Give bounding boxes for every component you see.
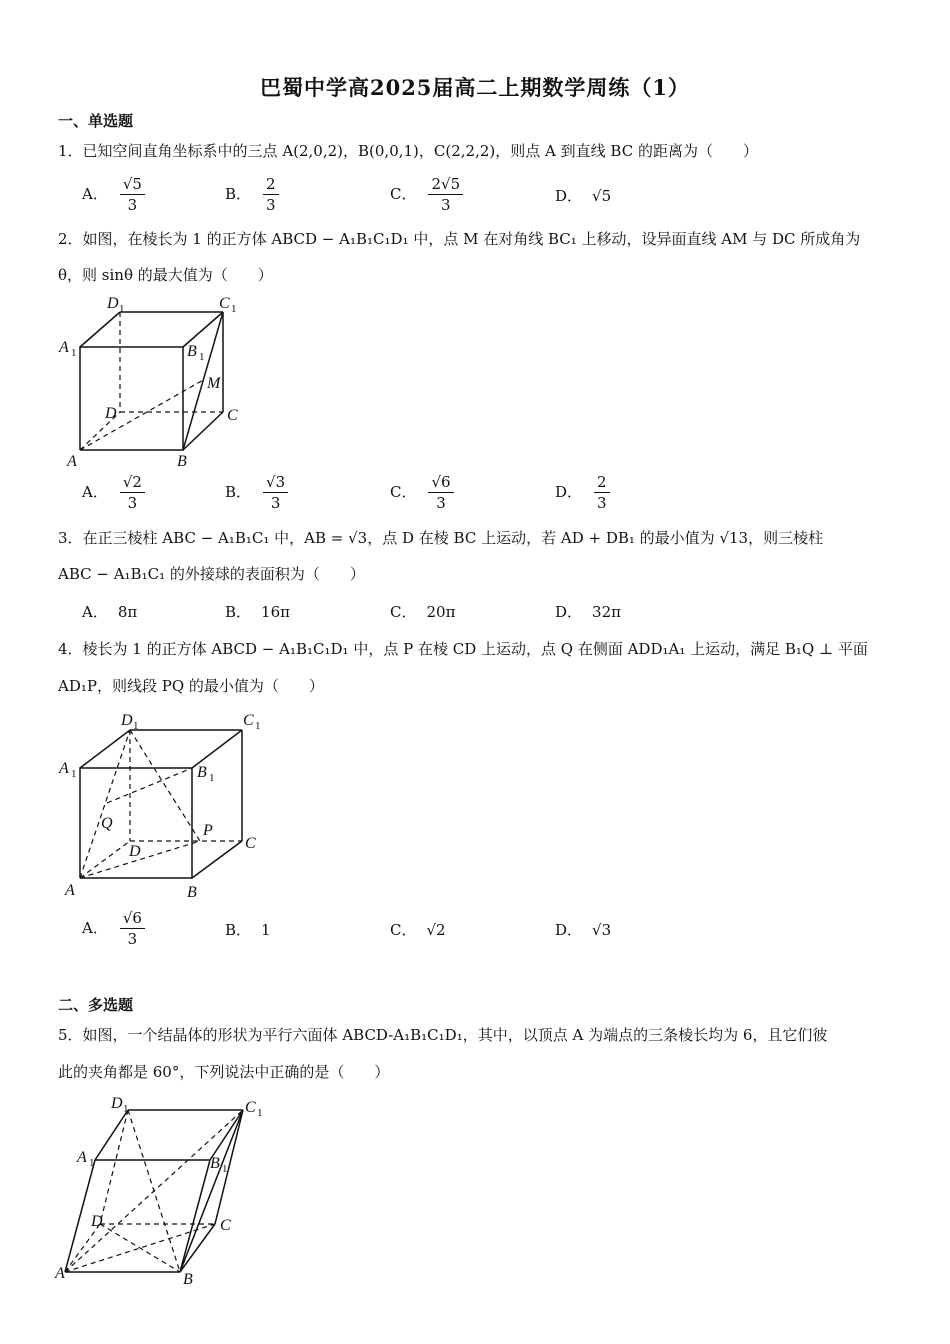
svg-text:1: 1 xyxy=(231,303,237,315)
q3-option-c[interactable]: C． 20π xyxy=(390,603,456,621)
svg-text:1: 1 xyxy=(255,720,261,732)
question-4-line2: AD₁P，则线段 PQ 的最小值为（ ） xyxy=(58,677,324,695)
svg-text:1: 1 xyxy=(222,1163,228,1175)
question-4-line1: 4．棱长为 1 的正方体 ABCD − A₁B₁C₁D₁ 中，点 P 在棱 CD 上运动，点 Q 在侧面 ADD₁A₁ 上运动，满足 B₁Q ⊥ 平面 xyxy=(58,640,868,658)
label-q: Q xyxy=(101,815,113,832)
page-title: 巴蜀中学高2025届高二上期数学周练（1） xyxy=(259,75,691,100)
q2-option-d[interactable]: D． $\frac{2}{3}$ xyxy=(555,472,612,513)
label-a1: A xyxy=(59,760,69,777)
question-2-line2: θ，则 sinθ 的最大值为（ ） xyxy=(58,266,273,284)
question-1-text: 1．已知空间直角坐标系中的三点 A(2,0,2)，B(0,0,1)，C(2,2,2)，则点 A 到直线 BC 的距离为（ ） xyxy=(58,142,758,160)
label-d1: D xyxy=(107,295,119,312)
q3-option-d[interactable]: D． 32π xyxy=(555,603,621,621)
q4-cube-figure xyxy=(55,703,275,903)
svg-text:1: 1 xyxy=(89,1157,95,1169)
svg-text:1: 1 xyxy=(209,772,215,784)
q3-option-b[interactable]: B． 16π xyxy=(225,603,290,621)
q3-option-a[interactable]: A． 8π xyxy=(82,603,138,621)
label-b: B xyxy=(177,453,187,470)
svg-text:1: 1 xyxy=(71,347,77,359)
q1-option-d[interactable]: D． √5 xyxy=(555,187,612,205)
question-3-line1: 3．在正三棱柱 ABC − A₁B₁C₁ 中，AB = √3，点 D 在棱 BC 上运动，若 AD + DB₁ 的最小值为 √13，则三棱柱 xyxy=(58,529,824,547)
label-m: M xyxy=(207,375,221,392)
svg-text:1: 1 xyxy=(71,768,77,780)
label-b: B xyxy=(183,1271,193,1288)
label-d: D xyxy=(91,1213,103,1230)
label-d: D xyxy=(129,843,141,860)
label-d1: D xyxy=(121,712,133,729)
question-2-line1: 2．如图，在棱长为 1 的正方体 ABCD − A₁B₁C₁D₁ 中，点 M 在对角线 BC₁ 上移动，设异面直线 AM 与 DC 所成角为 xyxy=(58,230,861,248)
svg-text:1: 1 xyxy=(199,351,205,363)
label-a: A xyxy=(65,882,75,899)
q4-option-a[interactable]: A． $\frac{√6}{3}$ xyxy=(82,908,147,949)
q2-option-a[interactable]: A． $\frac{√2}{3}$ xyxy=(82,472,147,513)
label-c1: C xyxy=(219,295,230,312)
q5-parallelepiped-figure xyxy=(55,1092,285,1292)
question-3-line2: ABC − A₁B₁C₁ 的外接球的表面积为（ ） xyxy=(58,565,365,583)
label-a1: A xyxy=(59,339,69,356)
label-c1: C xyxy=(245,1099,256,1116)
label-c: C xyxy=(245,835,256,852)
q1-option-c[interactable]: C． $\frac{2√5}{3}$ xyxy=(390,174,465,215)
svg-text:1: 1 xyxy=(123,1103,129,1115)
label-p: P xyxy=(203,822,213,839)
q1-option-b[interactable]: B． $\frac{2}{3}$ xyxy=(225,174,281,215)
q4-option-d[interactable]: D． √3 xyxy=(555,921,612,939)
svg-text:1: 1 xyxy=(257,1107,263,1119)
svg-text:1: 1 xyxy=(119,303,125,315)
label-c: C xyxy=(227,407,238,424)
q2-option-c[interactable]: C． $\frac{√6}{3}$ xyxy=(390,472,456,513)
q2-option-b[interactable]: B． $\frac{√3}{3}$ xyxy=(225,472,290,513)
question-5-line2: 此的夹角都是 60°，下列说法中正确的是（ ） xyxy=(58,1063,390,1081)
question-5-line1: 5．如图，一个结晶体的形状为平行六面体 ABCD-A₁B₁C₁D₁，其中，以顶点 A 为端点的三条棱长均为 6，且它们彼 xyxy=(58,1026,828,1044)
label-d: D xyxy=(105,405,117,422)
q4-option-b[interactable]: B． 1 xyxy=(225,921,271,939)
label-a: A xyxy=(55,1265,65,1282)
label-c: C xyxy=(220,1217,231,1234)
label-b1: B xyxy=(210,1155,220,1172)
label-a: A xyxy=(67,453,77,470)
section-heading-single: 一、单选题 xyxy=(58,112,134,130)
label-c1: C xyxy=(243,712,254,729)
label-b1: B xyxy=(187,343,197,360)
section-heading-multi: 二、多选题 xyxy=(58,996,134,1014)
q4-option-c[interactable]: C． √2 xyxy=(390,921,446,939)
svg-text:1: 1 xyxy=(133,720,139,732)
q1-option-a[interactable]: A． $\frac{√5}{3}$ xyxy=(82,174,147,215)
label-b: B xyxy=(187,884,197,901)
q2-cube-figure xyxy=(55,290,265,475)
label-a1: A xyxy=(77,1149,87,1166)
label-d1: D xyxy=(111,1095,123,1112)
label-b1: B xyxy=(197,764,207,781)
